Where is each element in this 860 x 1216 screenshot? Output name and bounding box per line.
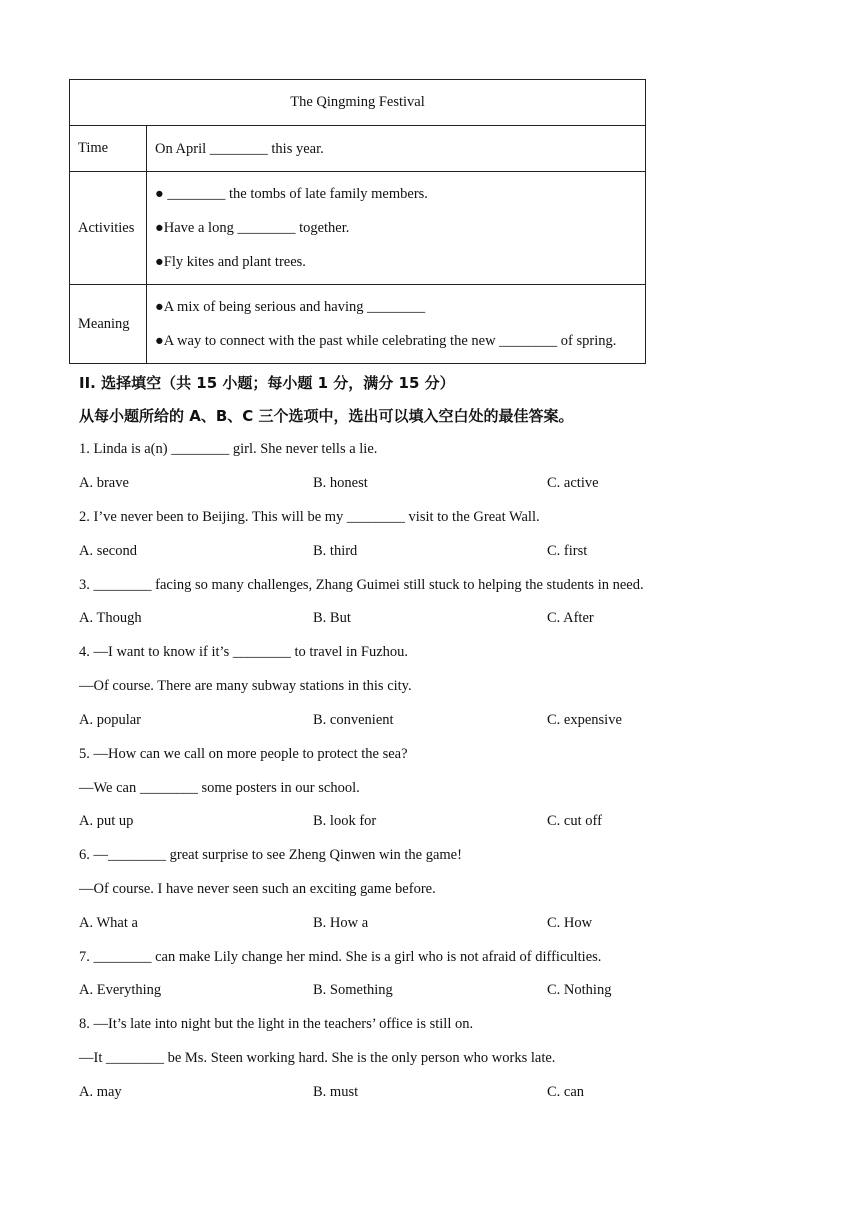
qingming-festival-table <box>69 79 646 364</box>
option-c: C. active <box>547 475 599 491</box>
option-a: A. brave <box>79 475 129 491</box>
option-b: B. third <box>313 543 358 559</box>
option-a: A. may <box>79 1084 122 1100</box>
activity-item: ●Fly kites and plant trees. <box>155 254 306 270</box>
question-5: 5. —How can we call on more people to protect the sea? <box>79 746 408 762</box>
time-label: Time <box>70 126 147 172</box>
time-value <box>147 126 646 172</box>
activities-label: Activities <box>70 172 147 285</box>
option-a: A. put up <box>79 813 134 829</box>
option-c: C. After <box>547 610 594 626</box>
activity-item: ●Have a long ________ together. <box>155 220 350 236</box>
option-a: A. popular <box>79 712 142 728</box>
meaning-item: ●A mix of being serious and having ________ <box>155 299 426 315</box>
question-4-reply: —Of course. There are many subway stations in this city. <box>79 678 412 694</box>
option-a: A. What a <box>79 915 138 931</box>
table-title: The Qingming Festival <box>70 80 646 126</box>
question-1: 1. Linda is a(n) ________ girl. She never tells a lie. <box>79 441 378 457</box>
question-7: 7. ________ can make Lily change her mind. She is a girl who is not afraid of difficulties. <box>79 949 602 965</box>
question-6-reply: —Of course. I have never seen such an exciting game before. <box>79 881 436 897</box>
question-5-reply: —We can ________ some posters in our school. <box>79 780 360 796</box>
option-a: A. Everything <box>79 982 162 998</box>
question-2: 2. I’ve never been to Beijing. This will be my ________ visit to the Great Wall. <box>79 509 540 525</box>
option-c: C. expensive <box>547 712 622 728</box>
time-text: On April ________ this year. <box>155 140 324 157</box>
option-b: B. How a <box>313 915 369 931</box>
option-c: C. cut off <box>547 813 602 829</box>
option-b: B. honest <box>313 475 368 491</box>
option-b: B. But <box>313 610 351 626</box>
question-6: 6. —________ great surprise to see Zheng Qinwen win the game! <box>79 847 462 863</box>
option-a: A. Though <box>79 610 142 626</box>
activities-list <box>147 172 646 285</box>
question-8: 8. —It’s late into night but the light in the teachers’ office is still on. <box>79 1016 474 1032</box>
section-title: II. 选择填空（共 15 小题；每小题 1 分，满分 15 分） <box>79 374 455 392</box>
option-c: C. first <box>547 543 588 559</box>
meaning-list <box>147 285 646 364</box>
option-b: B. Something <box>313 982 393 998</box>
option-c: C. Nothing <box>547 982 612 998</box>
option-b: B. must <box>313 1084 359 1100</box>
question-3: 3. ________ facing so many challenges, Zhang Guimei still stuck to helping the students in need. <box>79 577 644 593</box>
question-4: 4. —I want to know if it’s ________ to travel in Fuzhou. <box>79 644 409 660</box>
section-instruction: 从每小题所给的 A、B、C 三个选项中，选出可以填入空白处的最佳答案。 <box>79 407 574 425</box>
activity-item: ● ________ the tombs of late family members. <box>155 186 428 202</box>
meaning-label: Meaning <box>70 285 147 364</box>
option-c: C. can <box>547 1084 585 1100</box>
question-8-reply: —It ________ be Ms. Steen working hard. She is the only person who works late. <box>79 1050 556 1066</box>
meaning-item: ●A way to connect with the past while celebrating the new ________ of spring. <box>155 333 617 349</box>
option-b: B. look for <box>313 813 377 829</box>
option-a: A. second <box>79 543 137 559</box>
option-c: C. How <box>547 915 593 931</box>
option-b: B. convenient <box>313 712 394 728</box>
